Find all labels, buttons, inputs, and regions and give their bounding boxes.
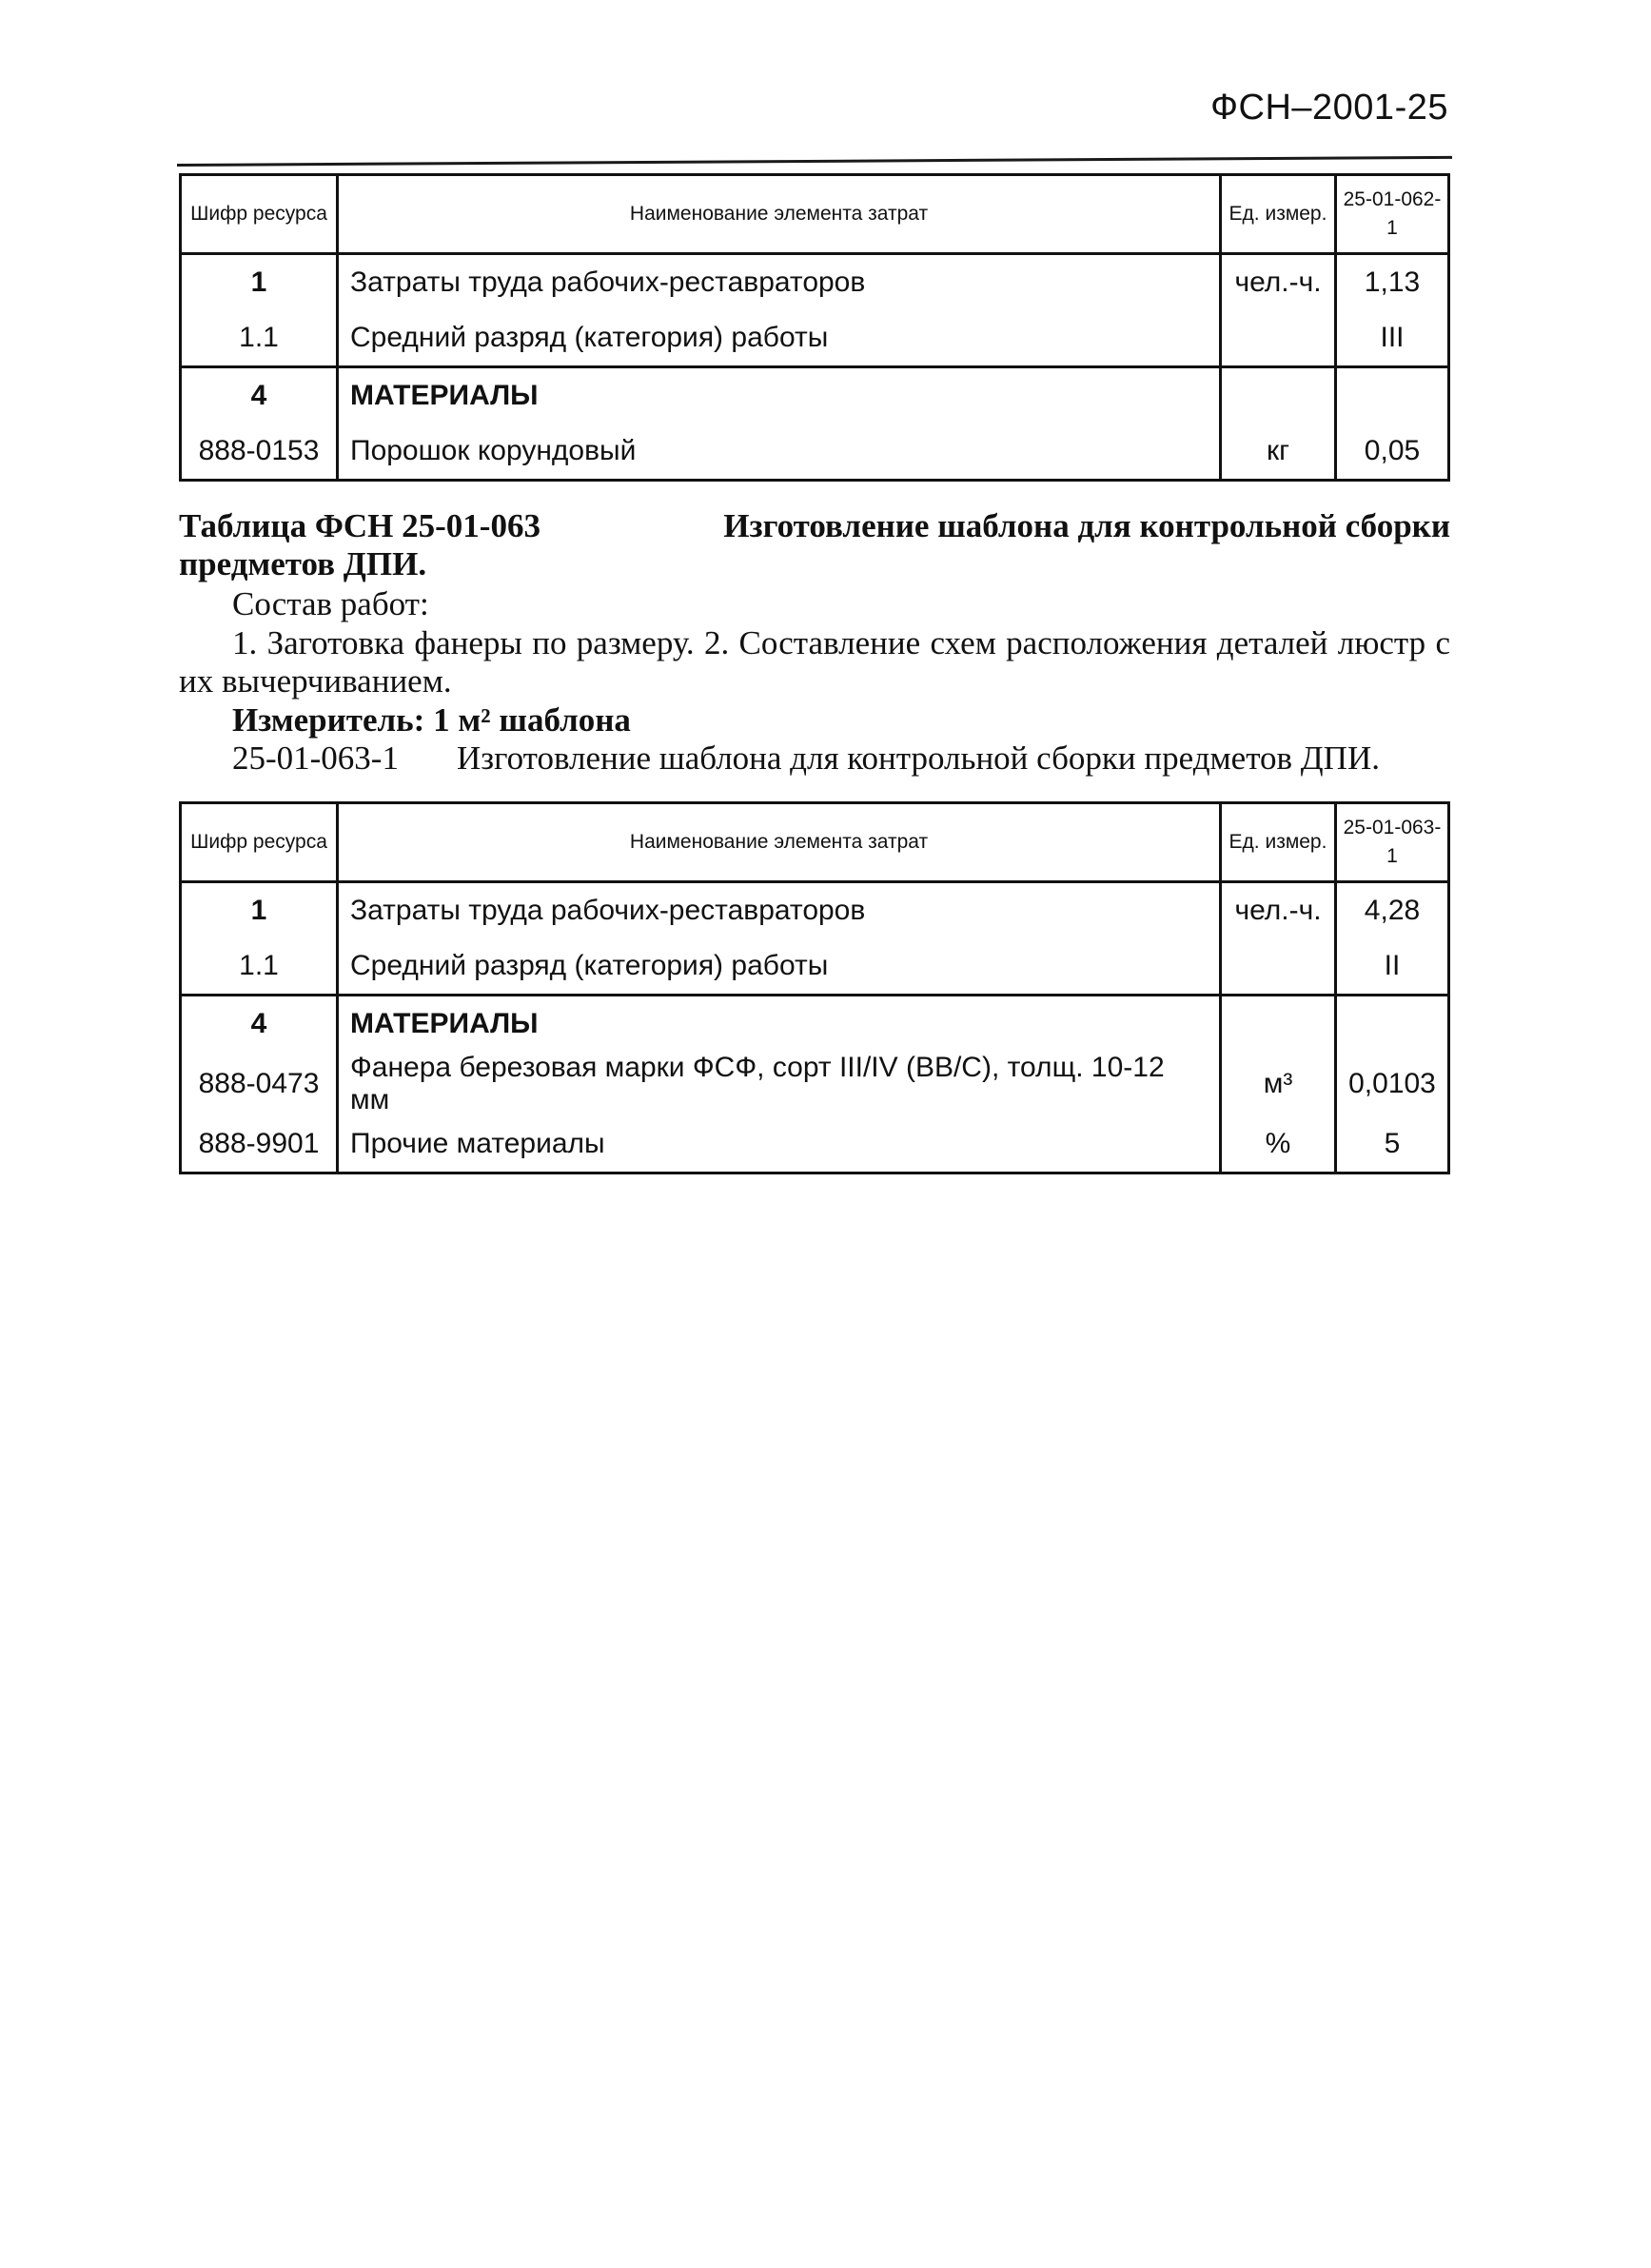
column-header-code: Шифр ресурса (181, 175, 338, 254)
table-header-row (181, 803, 1449, 882)
cell-unit: чел.-ч. (1221, 882, 1336, 939)
table-label: Таблица ФСН 25-01-063 (179, 507, 541, 544)
cell-unit (1221, 367, 1336, 424)
cell-unit (1221, 310, 1336, 367)
composition-text: 1. Заготовка фанеры по размеру. 2. Составление схем расположения деталей люстр с их вычерчиванием. (179, 624, 1450, 700)
norm-code: 25-01-063-1 (232, 740, 399, 777)
cell-name: Средний разряд (категория) работы (338, 938, 1221, 996)
cell-unit: кг (1221, 424, 1336, 481)
column-header-norm: 25-01-063-1 (1336, 803, 1449, 882)
table-row (181, 424, 1449, 481)
cell-code: 1.1 (181, 310, 338, 367)
table-title-part1: Изготовление шаблона для контрольной сборки (723, 507, 1450, 544)
cell-code: 1 (181, 254, 338, 311)
cell-code: 888-0473 (181, 1052, 338, 1116)
cell-name: МАТЕРИАЛЫ (338, 996, 1221, 1053)
table-row (181, 882, 1449, 939)
cell-value (1336, 996, 1449, 1053)
cell-unit (1221, 996, 1336, 1053)
column-header-unit: Ед. измер. (1221, 803, 1336, 882)
cell-unit (1221, 938, 1336, 996)
cell-name: Порошок корундовый (338, 424, 1221, 481)
header-rule (177, 156, 1452, 167)
table-row (181, 254, 1449, 311)
column-header-norm: 25-01-062-1 (1336, 175, 1449, 254)
table-row (181, 938, 1449, 996)
cost-table-063 (179, 801, 1450, 1174)
cell-value: 5 (1336, 1116, 1449, 1173)
cell-code: 888-0153 (181, 424, 338, 481)
table-header-row (181, 175, 1449, 254)
table-row (181, 1116, 1449, 1173)
document-code: ФСН–2001-25 (1210, 88, 1448, 128)
cell-value: II (1336, 938, 1449, 996)
column-header-code: Шифр ресурса (181, 803, 338, 882)
norm-subtitle (179, 740, 1504, 778)
cell-value: III (1336, 310, 1449, 367)
cost-table-062 (179, 173, 1450, 482)
norm-title: Изготовление шаблона для контрольной сборки предметов ДПИ. (457, 740, 1380, 777)
cell-name: Средний разряд (категория) работы (338, 310, 1221, 367)
cell-name: МАТЕРИАЛЫ (338, 367, 1221, 424)
cell-name: Затраты труда рабочих-реставраторов (338, 882, 1221, 939)
cell-name: Затраты труда рабочих-реставраторов (338, 254, 1221, 311)
cell-code: 4 (181, 367, 338, 424)
composition-label: Состав работ: (232, 585, 429, 622)
table-row (181, 367, 1449, 424)
cell-value: 4,28 (1336, 882, 1449, 939)
table-row (181, 310, 1449, 367)
cell-value: 1,13 (1336, 254, 1449, 311)
table-title-part2: предметов ДПИ. (179, 545, 427, 582)
table-row (181, 1052, 1449, 1116)
measure-unit: Измеритель: 1 м² шаблона (232, 701, 631, 739)
cell-name: Фанера березовая марки ФСФ, сорт III/IV (BB/C), толщ. 10-12 мм (338, 1052, 1221, 1116)
table-title (179, 507, 1450, 545)
cell-unit: чел.-ч. (1221, 254, 1336, 311)
column-header-unit: Ед. измер. (1221, 175, 1336, 254)
cell-code: 888-9901 (181, 1116, 338, 1173)
table-row (181, 996, 1449, 1053)
column-header-name: Наименование элемента затрат (338, 175, 1221, 254)
cell-code: 4 (181, 996, 338, 1053)
cell-code: 1 (181, 882, 338, 939)
cell-value: 0,05 (1336, 424, 1449, 481)
cell-unit: м³ (1221, 1052, 1336, 1116)
cell-unit: % (1221, 1116, 1336, 1173)
cell-name: Прочие материалы (338, 1116, 1221, 1173)
column-header-name: Наименование элемента затрат (338, 803, 1221, 882)
cell-value: 0,0103 (1336, 1052, 1449, 1116)
cell-code: 1.1 (181, 938, 338, 996)
cell-value (1336, 367, 1449, 424)
